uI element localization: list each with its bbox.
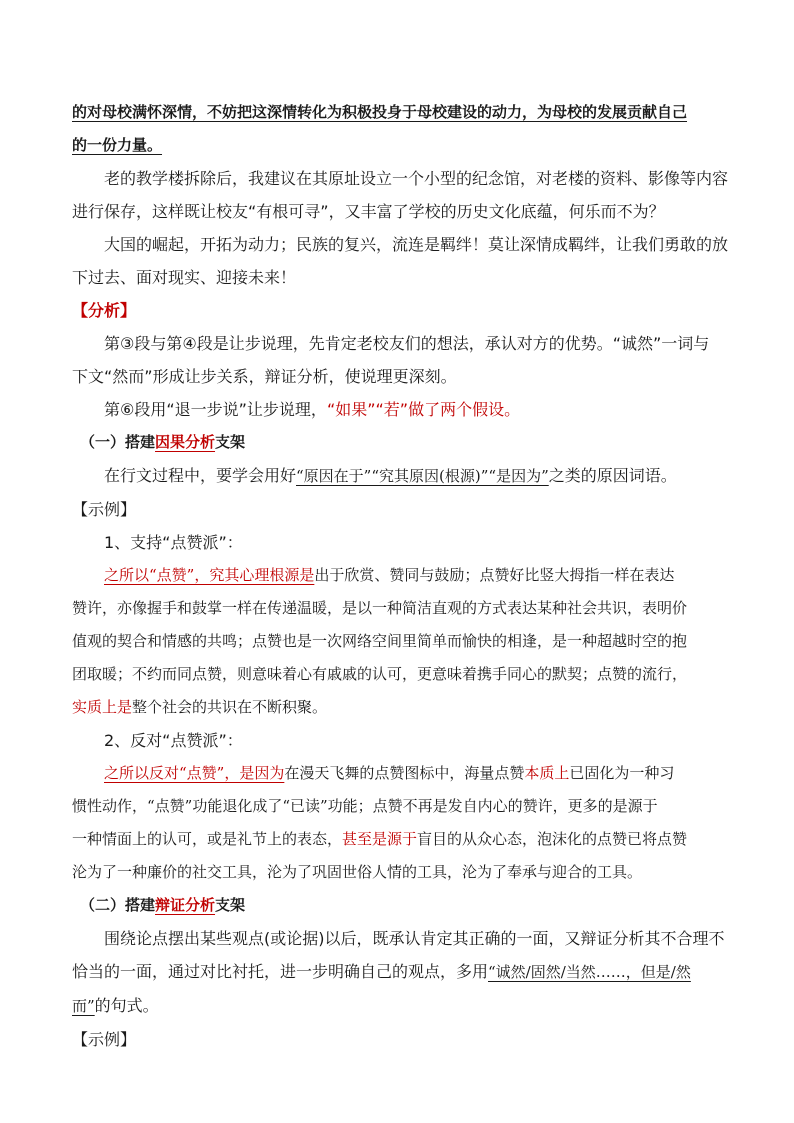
text-line: 围绕论点摆出某些观点(或论据)以后，既承认肯定其正确的一面，又辩证分析其不合理不 (104, 929, 725, 948)
highlight-span: 甚至是源于 (342, 830, 418, 848)
text-line: 老的教学楼拆除后，我建议在其原址设立一个小型的纪念馆，对老楼的资料、影像等内容 (104, 169, 729, 188)
paragraph-conclusion (72, 228, 729, 294)
heading-suffix: 支架 (215, 896, 246, 914)
text-span: 整个社会的共识在不断积聚。 (132, 698, 328, 716)
text-line (72, 823, 726, 856)
analysis-paragraph-2 (72, 393, 726, 426)
text-span: 的句式。 (94, 996, 159, 1015)
underlined-phrase: “原因在于”“究其原因(根源)”“是因为” (296, 467, 549, 485)
section-heading-dialectic (72, 889, 726, 922)
paragraph-memorial-suggestion (72, 162, 729, 228)
example-label: 【示例】 (72, 1030, 137, 1049)
paragraph-continuation (72, 96, 726, 162)
text-span: 第⑥段用“退一步说”让步说理， (104, 400, 327, 419)
analysis-paragraph-1 (72, 327, 726, 393)
text-line: 下过去、面对现实、迎接未来！ (72, 268, 297, 287)
text-line: 下文“然而”形成让步关系，辩证分析，使说理更深刻。 (72, 367, 457, 386)
text-line: 进行保存，这样既让校友“有根可寻”，又丰富了学校的历史文化底蕴，何乐而不为？ (72, 202, 665, 221)
underlined-phrase: “诚然/固然/当然……，但是/然 (488, 963, 691, 981)
highlight-span: 之所以“点赞”，究其心理根源是 (104, 566, 315, 584)
text-span: 出于欣赏、赞同与鼓励；点赞好比竖大拇指一样在表达 (314, 566, 675, 584)
text-line: 大国的崛起，开拓为动力；民族的复兴，流连是羁绊！莫让深情成羁绊，让我们勇敢的放 (104, 235, 729, 254)
text-line (72, 989, 726, 1023)
oppose-heading: 2、反对“点赞派”： (104, 731, 243, 750)
text-span: 已固化为一种习 (569, 764, 675, 782)
text-line: 值观的契合和情感的共鸣；点赞也是一次网络空间里简单而愉快的相逢，是一种超越时空的抱 (72, 632, 688, 650)
support-example (72, 559, 726, 724)
highlight-span: 之所以反对“点赞”，是因为 (104, 764, 285, 782)
text-line: 沦为了一种廉价的社交工具，沦为了巩固世俗人情的工具，沦为了奉承与迎合的工具。 (72, 863, 643, 881)
highlight-span: 实质上是 (72, 698, 133, 716)
example-label: 【示例】 (72, 500, 137, 519)
text-span: 在行文过程中，要学会用好 (104, 466, 297, 485)
text-span: 恰当的一面，通过对比衬托，进一步明确自己的观点，多用 (72, 962, 489, 981)
heading-highlight: 辩证分析 (155, 896, 216, 914)
text-span: 之类的原因词语。 (548, 466, 677, 485)
text-line: 第③段与第④段是让步说理，先肯定老校友们的想法，承认对方的优势。“诚然”一词与 (104, 334, 710, 353)
analysis-label: 【分析】 (72, 301, 137, 320)
text-span: 一种情面上的认可，或是礼节上的表态， (72, 830, 343, 848)
text-line: 团取暖；不约而同点赞，则意味着心有戚戚的认可，更意味着携手同心的默契；点赞的流行， (72, 665, 688, 683)
text-line: 的对母校满怀深情，不妨把这深情转化为积极投身于母校建设的动力，为母校的发展贡献自己 (72, 103, 688, 121)
text-line (72, 757, 726, 790)
dialectic-intro (72, 922, 726, 1023)
oppose-example (72, 757, 726, 889)
heading-prefix: （一）搭建 (80, 433, 156, 451)
text-line: 赞许，亦像握手和鼓掌一样在传递温暖，是以一种简洁直观的方式表达某种社会共识，表明价 (72, 599, 688, 617)
text-span: 在漫天飞舞的点赞图标中，海量点赞 (284, 764, 525, 782)
document-page (72, 96, 729, 1056)
text-line: 惯性动作，“点赞”功能退化成了“已读”功能；点赞不再是发自内心的赞许，更多的是源于 (72, 797, 658, 815)
text-line: 的一份力量。 (72, 136, 163, 154)
support-heading: 1、支持“点赞派”： (104, 533, 243, 552)
text-line (72, 955, 726, 989)
highlight-span: “如果”“若”做了两个假设。 (326, 400, 521, 419)
underlined-phrase: 而” (72, 997, 95, 1015)
section-heading-causal (72, 426, 726, 459)
text-line (72, 691, 726, 724)
text-line (72, 559, 726, 592)
heading-suffix: 支架 (215, 433, 246, 451)
highlight-span: 本质上 (524, 764, 570, 782)
heading-prefix: （二）搭建 (80, 896, 156, 914)
heading-highlight: 因果分析 (155, 433, 216, 451)
text-span: 盲目的从众心态，泡沫化的点赞已将点赞 (417, 830, 688, 848)
causal-intro (72, 459, 726, 493)
